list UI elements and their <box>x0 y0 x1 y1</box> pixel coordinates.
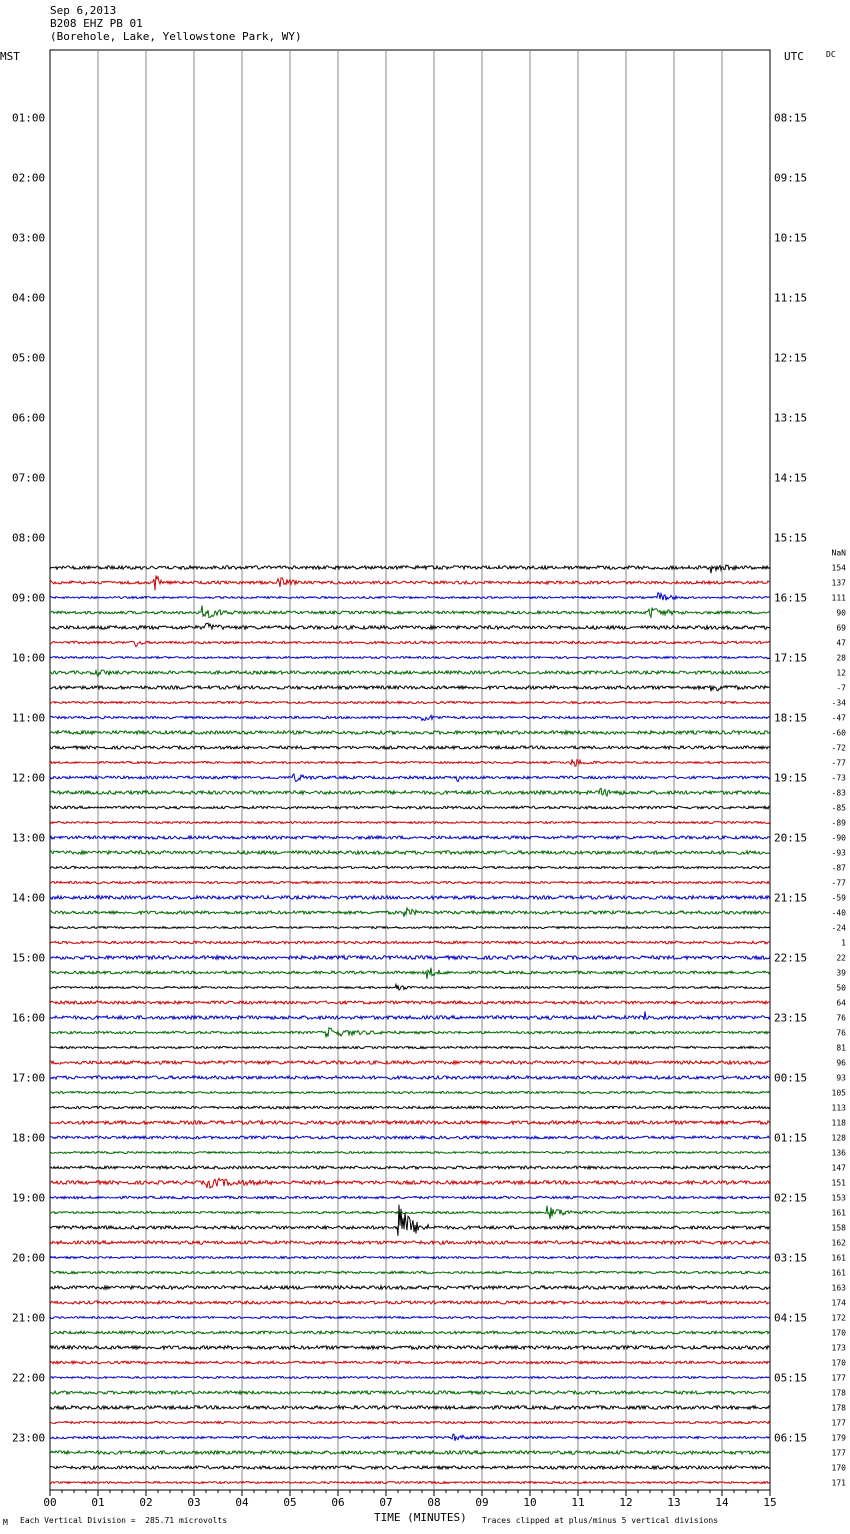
seismic-trace <box>50 701 770 703</box>
seismic-trace <box>50 1286 770 1290</box>
trace-right-value: 64 <box>836 998 846 1008</box>
x-tick-label: 12 <box>619 1496 633 1509</box>
seismic-trace <box>50 1136 770 1139</box>
x-tick-label: 09 <box>475 1496 489 1509</box>
seismic-trace <box>50 806 770 809</box>
trace-right-value: 178 <box>831 1403 846 1413</box>
seismic-trace <box>50 1196 770 1198</box>
utc-hour-label: 10:15 <box>774 231 808 245</box>
chart-station: B208 EHZ PB 01 <box>50 17 143 30</box>
mst-hour-label: 20:00 <box>12 1251 46 1265</box>
trace-right-value: 151 <box>831 1178 846 1188</box>
seismic-trace <box>50 1028 770 1037</box>
x-tick-label: 14 <box>715 1496 729 1509</box>
seismic-trace <box>50 1421 770 1423</box>
seismic-trace <box>50 565 770 573</box>
seismic-trace <box>50 1091 770 1093</box>
utc-hour-label: 13:15 <box>774 411 808 425</box>
x-tick-label: 01 <box>91 1496 105 1509</box>
mst-hour-label: 03:00 <box>12 231 46 245</box>
utc-axis-label: UTC <box>784 50 804 63</box>
trace-right-value: NaN <box>831 548 846 558</box>
utc-hour-label: 04:15 <box>774 1311 808 1325</box>
trace-right-value: 1 <box>841 938 846 948</box>
trace-right-value: 22 <box>836 953 846 963</box>
mst-hour-label: 05:00 <box>12 351 46 365</box>
utc-hour-label: 18:15 <box>774 711 808 725</box>
dc-label: DC <box>826 50 836 59</box>
trace-right-value: 158 <box>831 1223 846 1233</box>
seismic-trace <box>50 1361 770 1364</box>
seismic-trace <box>50 836 770 839</box>
seismic-trace <box>50 623 770 629</box>
utc-hour-label: 22:15 <box>774 951 808 965</box>
seismic-trace <box>50 605 770 617</box>
trace-right-value: 111 <box>831 593 846 603</box>
seismic-trace <box>50 941 770 944</box>
trace-right-value: 163 <box>831 1283 846 1293</box>
utc-hour-label: 03:15 <box>774 1251 808 1265</box>
trace-right-value: 171 <box>831 1478 846 1488</box>
trace-right-value: 128 <box>831 1133 846 1143</box>
seismic-trace <box>50 896 770 899</box>
trace-right-value: 105 <box>831 1088 846 1098</box>
mst-hour-label: 17:00 <box>12 1071 46 1085</box>
trace-right-value: -77 <box>831 758 846 768</box>
trace-right-value: 170 <box>831 1463 846 1473</box>
seismic-trace <box>50 881 770 883</box>
chart-date: Sep 6,2013 <box>50 4 117 17</box>
utc-hour-label: 00:15 <box>774 1071 808 1085</box>
seismic-trace <box>50 984 770 990</box>
seismic-trace <box>50 1466 770 1469</box>
seismic-trace <box>50 731 770 735</box>
utc-hour-label: 06:15 <box>774 1431 808 1445</box>
mst-hour-label: 19:00 <box>12 1191 46 1205</box>
seismic-trace <box>50 670 770 677</box>
mst-hour-label: 22:00 <box>12 1371 46 1385</box>
utc-hour-label: 02:15 <box>774 1191 808 1205</box>
trace-right-value: 161 <box>831 1208 846 1218</box>
utc-hour-label: 15:15 <box>774 531 808 545</box>
x-tick-label: 03 <box>187 1496 201 1509</box>
corner-mark: M <box>3 1518 8 1527</box>
seismic-trace <box>50 1001 770 1004</box>
trace-right-value: 154 <box>831 563 846 573</box>
trace-right-value: -90 <box>831 833 846 843</box>
trace-right-value: -73 <box>831 773 846 783</box>
trace-right-value: -89 <box>831 818 846 828</box>
seismic-trace <box>50 1011 770 1020</box>
utc-hour-label: 17:15 <box>774 651 808 665</box>
mst-hour-label: 11:00 <box>12 711 46 725</box>
trace-right-value: -77 <box>831 878 846 888</box>
seismic-trace <box>50 788 770 796</box>
mst-hour-label: 04:00 <box>12 291 46 305</box>
utc-hour-label: 11:15 <box>774 291 808 305</box>
seismic-trace <box>50 1121 770 1125</box>
trace-right-value: 136 <box>831 1148 846 1158</box>
seismic-trace <box>50 1377 770 1379</box>
mst-hour-label: 06:00 <box>12 411 46 425</box>
seismic-trace <box>50 715 770 720</box>
utc-hour-label: 05:15 <box>774 1371 808 1385</box>
seismic-trace <box>50 1106 770 1108</box>
mst-hour-label: 16:00 <box>12 1011 46 1025</box>
trace-right-value: 76 <box>836 1028 846 1038</box>
mst-hour-label: 23:00 <box>12 1431 46 1445</box>
scale-note: Each Vertical Division = 285.71 microvolts <box>20 1516 228 1525</box>
trace-right-value: -7 <box>836 683 846 693</box>
trace-right-value: -93 <box>831 848 846 858</box>
trace-right-value: 96 <box>836 1058 846 1068</box>
seismic-trace <box>50 851 770 854</box>
trace-right-value: -40 <box>831 908 846 918</box>
seismic-trace <box>50 1271 770 1273</box>
trace-right-value: 172 <box>831 1313 846 1323</box>
seismic-trace <box>50 1451 770 1454</box>
mst-hour-label: 21:00 <box>12 1311 46 1325</box>
trace-right-value: 173 <box>831 1343 846 1353</box>
seismic-trace <box>50 1166 770 1169</box>
mst-axis-label: MST <box>0 50 20 63</box>
trace-right-value: 76 <box>836 1013 846 1023</box>
mst-hour-label: 02:00 <box>12 171 46 185</box>
seismic-trace <box>50 1046 770 1048</box>
seismic-trace <box>50 1434 770 1441</box>
trace-right-value: 153 <box>831 1193 846 1203</box>
trace-right-value: 170 <box>831 1358 846 1368</box>
seismic-trace <box>50 686 770 692</box>
utc-hour-label: 01:15 <box>774 1131 808 1145</box>
trace-right-value: 81 <box>836 1043 846 1053</box>
utc-hour-label: 20:15 <box>774 831 808 845</box>
seismic-trace <box>50 866 770 868</box>
seismic-trace <box>50 1301 770 1304</box>
seismic-trace <box>50 1482 770 1484</box>
seismic-trace <box>50 1241 770 1244</box>
trace-right-value: 177 <box>831 1418 846 1428</box>
trace-right-value: 179 <box>831 1433 846 1443</box>
trace-right-value: -34 <box>831 698 846 708</box>
seismic-trace <box>50 908 770 917</box>
trace-right-value: 50 <box>836 983 846 993</box>
seismic-trace <box>50 1256 770 1258</box>
seismic-trace <box>50 657 770 659</box>
trace-right-value: 90 <box>836 608 846 618</box>
trace-right-value: 28 <box>836 653 846 663</box>
seismic-trace <box>50 1206 770 1219</box>
mst-hour-label: 14:00 <box>12 891 46 905</box>
trace-right-value: -87 <box>831 863 846 873</box>
mst-hour-label: 07:00 <box>12 471 46 485</box>
trace-right-value: -83 <box>831 788 846 798</box>
trace-right-value: 161 <box>831 1268 846 1278</box>
clip-note: Traces clipped at plus/minus 5 vertical divisions <box>482 1516 719 1525</box>
seismic-trace <box>50 746 770 749</box>
seismic-trace <box>50 822 770 824</box>
trace-right-value: 174 <box>831 1298 846 1308</box>
trace-right-value: 113 <box>831 1103 846 1113</box>
trace-right-value: 39 <box>836 968 846 978</box>
x-tick-label: 00 <box>43 1496 57 1509</box>
mst-hour-label: 08:00 <box>12 531 46 545</box>
seismic-trace <box>50 927 770 929</box>
trace-right-value: -59 <box>831 893 846 903</box>
trace-right-value: 170 <box>831 1328 846 1338</box>
x-tick-label: 13 <box>667 1496 681 1509</box>
utc-hour-label: 12:15 <box>774 351 808 365</box>
trace-right-value: -24 <box>831 923 846 933</box>
trace-right-value: 161 <box>831 1253 846 1263</box>
mst-hour-label: 15:00 <box>12 951 46 965</box>
trace-right-value: 93 <box>836 1073 846 1083</box>
x-tick-label: 08 <box>427 1496 441 1509</box>
trace-right-value: 178 <box>831 1388 846 1398</box>
trace-right-value: -85 <box>831 803 846 813</box>
trace-right-value: 147 <box>831 1163 846 1173</box>
x-tick-label: 05 <box>283 1496 297 1509</box>
seismic-trace <box>50 1076 770 1079</box>
seismic-trace <box>50 593 770 601</box>
x-tick-label: 07 <box>379 1496 393 1509</box>
trace-right-value: 162 <box>831 1238 846 1248</box>
x-tick-label: 04 <box>235 1496 249 1509</box>
utc-hour-label: 09:15 <box>774 171 808 185</box>
trace-right-value: 137 <box>831 578 846 588</box>
seismic-trace <box>50 641 770 647</box>
trace-right-value: 12 <box>836 668 846 678</box>
seismic-trace <box>50 774 770 782</box>
trace-right-value: 118 <box>831 1118 846 1128</box>
seismic-trace <box>50 1061 770 1064</box>
seismic-trace <box>50 1178 770 1188</box>
utc-hour-label: 08:15 <box>774 111 808 125</box>
x-axis-title: TIME (MINUTES) <box>374 1511 467 1524</box>
x-tick-label: 06 <box>331 1496 345 1509</box>
seismic-trace <box>50 1346 770 1350</box>
seismic-trace <box>50 968 770 979</box>
seismic-trace <box>50 1317 770 1319</box>
trace-right-value: 47 <box>836 638 846 648</box>
mst-hour-label: 01:00 <box>12 111 46 125</box>
seismic-trace <box>50 575 770 590</box>
seismic-trace <box>50 1331 770 1334</box>
seismic-trace <box>50 956 770 960</box>
mst-hour-label: 13:00 <box>12 831 46 845</box>
utc-hour-label: 19:15 <box>774 771 808 785</box>
trace-right-value: -72 <box>831 743 846 753</box>
seismic-trace <box>50 759 770 766</box>
seismic-trace <box>50 1205 770 1236</box>
seismic-trace <box>50 1152 770 1154</box>
mst-hour-label: 18:00 <box>12 1131 46 1145</box>
mst-hour-label: 10:00 <box>12 651 46 665</box>
trace-right-value: 177 <box>831 1373 846 1383</box>
mst-hour-label: 09:00 <box>12 591 46 605</box>
x-tick-label: 15 <box>763 1496 777 1509</box>
seismic-trace <box>50 1406 770 1409</box>
trace-right-value: 177 <box>831 1448 846 1458</box>
utc-hour-label: 23:15 <box>774 1011 808 1025</box>
x-tick-label: 10 <box>523 1496 537 1509</box>
trace-right-value: -47 <box>831 713 846 723</box>
utc-hour-label: 14:15 <box>774 471 808 485</box>
x-tick-label: 02 <box>139 1496 153 1509</box>
trace-right-value: -60 <box>831 728 846 738</box>
chart-location: (Borehole, Lake, Yellowstone Park, WY) <box>50 30 302 43</box>
mst-hour-label: 12:00 <box>12 771 46 785</box>
utc-hour-label: 16:15 <box>774 591 808 605</box>
seismic-trace <box>50 1391 770 1394</box>
utc-hour-label: 21:15 <box>774 891 808 905</box>
trace-right-value: 69 <box>836 623 846 633</box>
x-tick-label: 11 <box>571 1496 585 1509</box>
